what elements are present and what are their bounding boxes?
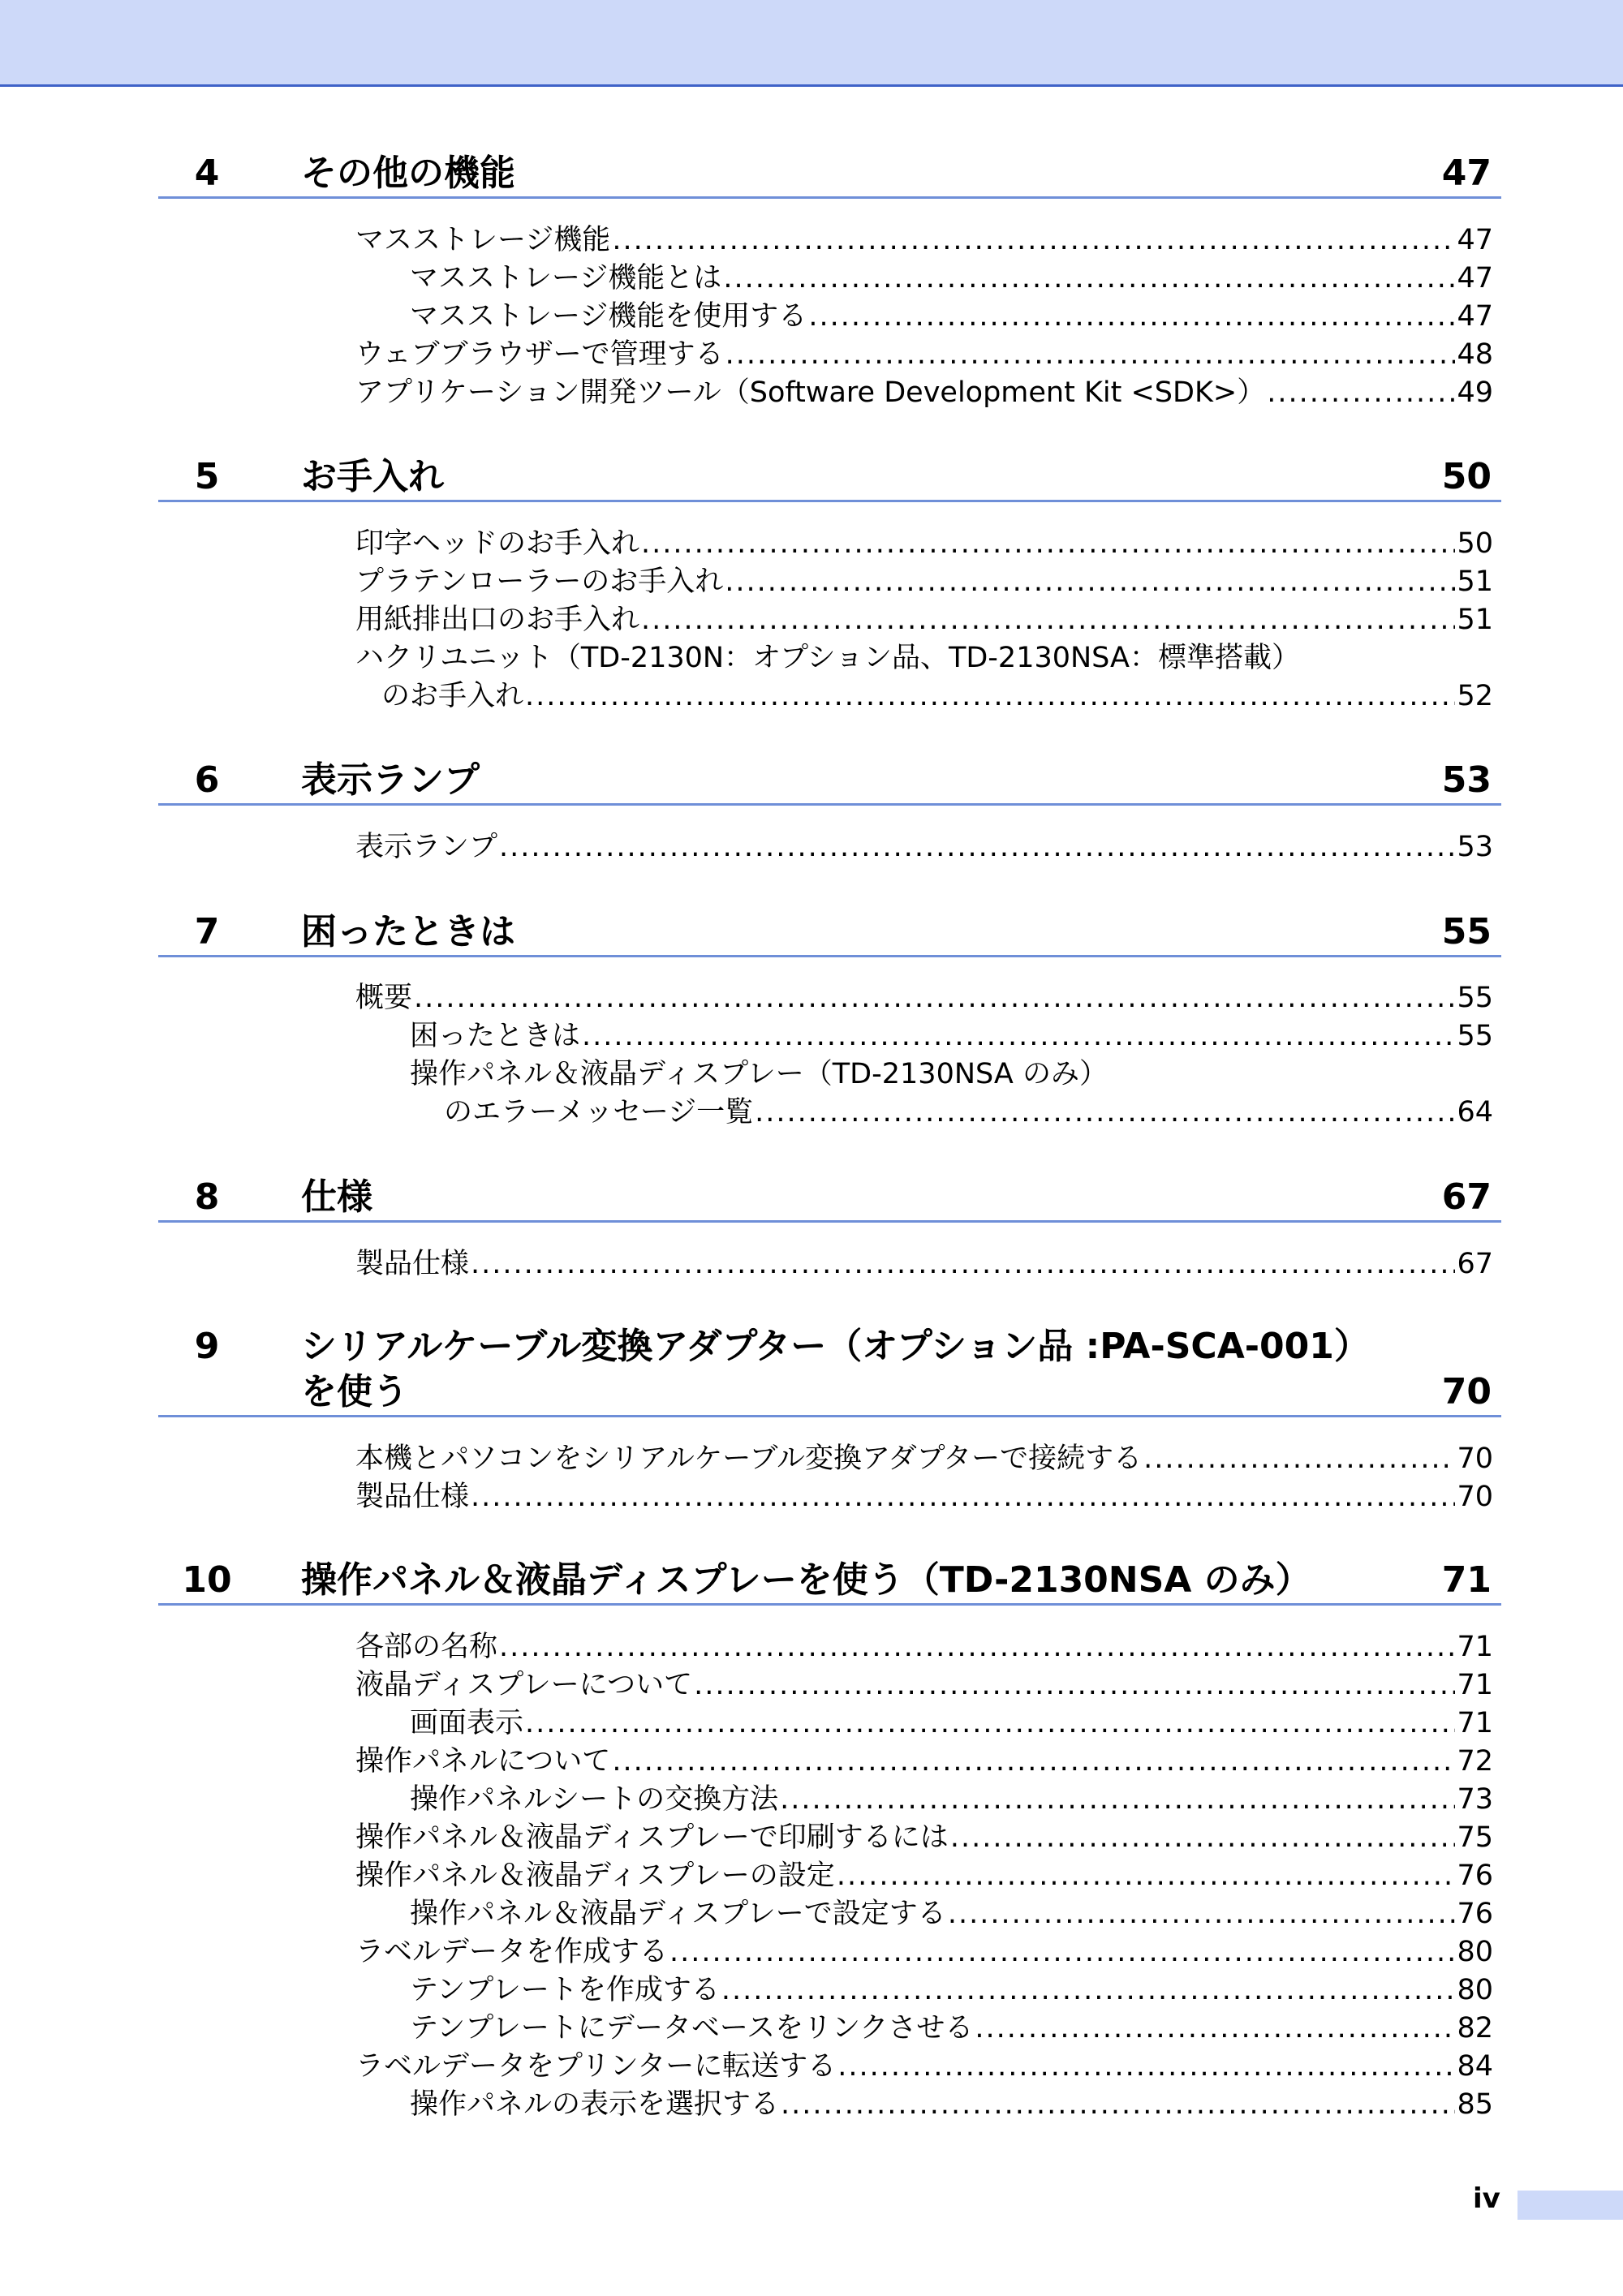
entry-page: 55: [1457, 982, 1493, 1014]
leader-dots: [837, 1857, 1456, 1895]
leader-dots: [471, 1478, 1455, 1516]
toc-entry[interactable]: [158, 1781, 1501, 1819]
chapter-heading: [158, 1175, 1501, 1223]
toc-entry[interactable]: [158, 1857, 1501, 1895]
chapter-title: [301, 1324, 1501, 1415]
entry-page: 50: [1457, 527, 1493, 560]
toc-entry[interactable]: [158, 221, 1501, 260]
leader-dots: [525, 1705, 1455, 1743]
entry-page: 71: [1457, 1669, 1493, 1701]
chapter-title: 操作パネル＆液晶ディスプレーを使う（TD-2130NSA のみ）: [301, 1559, 1311, 1601]
chapter-5-entries: [158, 525, 1501, 716]
chapter-8: [158, 1175, 1501, 1223]
entry-page: 80: [1457, 1936, 1493, 1968]
leader-dots: [725, 336, 1456, 374]
chapter-heading: [158, 909, 1501, 957]
chapter-number: 10: [182, 1559, 232, 1601]
toc-entry[interactable]: [158, 2048, 1501, 2086]
chapter-heading: [158, 758, 1501, 806]
toc-entry[interactable]: [158, 2086, 1501, 2124]
entry-title: ラベルデータを作成する: [355, 1936, 669, 1968]
toc-entry[interactable]: [158, 1705, 1501, 1743]
chapter-title: お手入れ: [301, 456, 444, 497]
entry-title: 操作パネル＆液晶ディスプレーの設定: [355, 1860, 835, 1892]
leader-dots: [414, 979, 1455, 1017]
entry-title: 操作パネルについて: [355, 1745, 611, 1778]
chapter-title-line: を使う: [301, 1371, 408, 1412]
entry-title: マスストレージ機能: [355, 224, 611, 256]
chapter-title: 困ったときは: [301, 911, 515, 952]
entry-title: 画面表示: [410, 1707, 524, 1739]
toc-entry[interactable]: [158, 336, 1501, 374]
leader-dots: [1267, 374, 1455, 412]
entry-page: 71: [1457, 1631, 1493, 1663]
toc-entry[interactable]: [158, 1743, 1501, 1781]
chapter-title: その他の機能: [301, 153, 515, 194]
toc-entry[interactable]: [158, 1971, 1501, 2010]
entry-page: 70: [1457, 1443, 1493, 1475]
entry-page: 51: [1457, 565, 1493, 598]
toc-entry[interactable]: [158, 1666, 1501, 1705]
toc-entry[interactable]: [158, 2010, 1501, 2048]
toc-entry[interactable]: [158, 1933, 1501, 1971]
toc-entry[interactable]: [158, 601, 1501, 639]
chapter-page: 55: [1441, 911, 1492, 952]
entry-title: のエラーメッセージ一覧: [444, 1096, 754, 1129]
chapter-6: [158, 758, 1501, 806]
entry-title: のお手入れ: [381, 680, 524, 712]
leader-dots: [837, 2048, 1455, 2086]
toc-entry[interactable]: [158, 639, 1501, 677]
entry-page: 49: [1457, 376, 1493, 409]
leader-dots: [721, 1971, 1456, 2010]
chapter-title-line: シリアルケーブル変換アダプター（オプション品 :PA-SCA-001）: [301, 1326, 1370, 1367]
leader-dots: [499, 828, 1455, 866]
entry-title: 概要: [355, 982, 413, 1014]
entry-page: 85: [1457, 2088, 1493, 2121]
chapter-number: 8: [194, 1176, 220, 1218]
entry-page: 64: [1457, 1096, 1493, 1129]
entry-page: 76: [1457, 1860, 1493, 1892]
entry-title: 本機とパソコンをシリアルケーブル変換アダプターで接続する: [355, 1443, 1143, 1475]
leader-dots: [669, 1933, 1455, 1971]
toc-entry[interactable]: [158, 677, 1501, 716]
chapter-number: 5: [194, 456, 220, 497]
entry-title: 表示ランプ: [355, 831, 498, 863]
toc-entry[interactable]: [158, 1017, 1501, 1056]
chapter-heading: [158, 1324, 1501, 1417]
chapter-4: [158, 151, 1501, 199]
entry-title: 操作パネル＆液晶ディスプレーで設定する: [410, 1898, 946, 1930]
leader-dots: [641, 525, 1455, 563]
leader-dots: [808, 298, 1455, 336]
entry-page: 48: [1457, 338, 1493, 371]
entry-title: 操作パネルの表示を選択する: [410, 2088, 780, 2121]
toc-entry[interactable]: [158, 1094, 1501, 1132]
leader-dots: [641, 601, 1455, 639]
entry-title: ハクリユニット（TD-2130N：オプション品、TD-2130NSA：標準搭載）: [355, 642, 1300, 674]
leader-dots: [950, 1819, 1456, 1857]
toc-entry[interactable]: [158, 563, 1501, 601]
leader-dots: [781, 2086, 1455, 2124]
entry-page: 84: [1457, 2050, 1493, 2083]
leader-dots: [499, 1628, 1455, 1666]
leader-dots: [612, 221, 1455, 260]
entry-page: 47: [1457, 262, 1493, 295]
chapter-number: 6: [194, 759, 220, 801]
page-number: iv: [1473, 2182, 1500, 2215]
entry-title: マスストレージ機能とは: [410, 262, 722, 295]
leader-dots: [755, 1094, 1455, 1132]
toc-entry[interactable]: [158, 1478, 1501, 1516]
entry-title: 操作パネル＆液晶ディスプレー（TD-2130NSA のみ）: [410, 1058, 1108, 1090]
toc-entry[interactable]: [158, 1819, 1501, 1857]
chapter-10: [158, 1558, 1501, 1606]
chapter-page: 50: [1441, 456, 1492, 497]
leader-dots: [471, 1245, 1455, 1283]
leader-dots: [975, 2010, 1455, 2048]
leader-dots: [694, 1666, 1455, 1705]
entry-page: 73: [1457, 1783, 1493, 1816]
entry-page: 76: [1457, 1898, 1493, 1930]
entry-title: 印字ヘッドのお手入れ: [355, 527, 640, 560]
entry-page: 75: [1457, 1821, 1493, 1854]
leader-dots: [723, 260, 1455, 298]
leader-dots: [948, 1895, 1456, 1933]
chapter-heading: [158, 454, 1501, 502]
chapter-heading: [158, 1558, 1501, 1606]
toc-entry[interactable]: [158, 374, 1501, 412]
entry-title: 操作パネル＆液晶ディスプレーで印刷するには: [355, 1821, 949, 1854]
entry-page: 72: [1457, 1745, 1493, 1778]
entry-title: テンプレートにデータベースをリンクさせる: [410, 2012, 974, 2044]
entry-title: ウェブブラウザーで管理する: [355, 338, 724, 371]
toc-entry[interactable]: [158, 525, 1501, 563]
entry-title: 製品仕様: [355, 1248, 470, 1280]
chapter-page: 53: [1441, 759, 1492, 801]
leader-dots: [612, 1743, 1455, 1781]
entry-page: 47: [1457, 224, 1493, 256]
toc-entry[interactable]: [158, 828, 1501, 866]
entry-page: 67: [1457, 1248, 1493, 1280]
entry-page: 47: [1457, 300, 1493, 333]
chapter-number: 9: [194, 1326, 220, 1367]
toc-entry[interactable]: [158, 260, 1501, 298]
leader-dots: [725, 563, 1455, 601]
chapter-title: 仕様: [301, 1176, 372, 1218]
toc-entry[interactable]: [158, 1056, 1501, 1094]
entry-page: 82: [1457, 2012, 1493, 2044]
chapter-5: [158, 454, 1501, 502]
chapter-number: 7: [194, 911, 220, 952]
chapter-8-entries: [158, 1245, 1501, 1283]
chapter-page: 47: [1441, 153, 1492, 194]
chapter-title: 表示ランプ: [301, 759, 480, 801]
leader-dots: [582, 1017, 1455, 1056]
leader-dots: [1143, 1440, 1455, 1478]
toc-entry[interactable]: [158, 1628, 1501, 1666]
leader-dots: [780, 1781, 1455, 1819]
entry-title: 製品仕様: [355, 1481, 470, 1513]
chapter-4-entries: [158, 221, 1501, 412]
entry-title: 各部の名称: [355, 1631, 498, 1663]
chapter-7-entries: [158, 979, 1501, 1132]
entry-page: 71: [1457, 1707, 1493, 1739]
leader-dots: [525, 677, 1455, 716]
chapter-6-entries: [158, 828, 1501, 866]
toc-entry[interactable]: [158, 1895, 1501, 1933]
entry-title: 操作パネルシートの交換方法: [410, 1783, 779, 1816]
toc-entry[interactable]: [158, 298, 1501, 336]
entry-page: 80: [1457, 1974, 1493, 2006]
footer-band: [1518, 2191, 1623, 2220]
entry-title: マスストレージ機能を使用する: [410, 300, 807, 333]
chapter-10-entries: [158, 1628, 1501, 2124]
chapter-number: 4: [194, 153, 220, 194]
entry-title: ラベルデータをプリンターに転送する: [355, 2050, 837, 2083]
entry-page: 52: [1457, 680, 1493, 712]
header-band: [0, 0, 1623, 87]
entry-title: 液晶ディスプレーについて: [355, 1669, 693, 1701]
entry-page: 70: [1457, 1481, 1493, 1513]
chapter-page: 71: [1441, 1559, 1492, 1601]
chapter-page: 67: [1441, 1176, 1492, 1218]
toc-entry[interactable]: [158, 979, 1501, 1017]
entry-title: テンプレートを作成する: [410, 1974, 720, 2006]
entry-title: 困ったときは: [410, 1020, 581, 1052]
entry-page: 53: [1457, 831, 1493, 863]
entry-title: 用紙排出口のお手入れ: [355, 604, 640, 636]
entry-title: プラテンローラーのお手入れ: [355, 565, 724, 598]
entry-page: 51: [1457, 604, 1493, 636]
entry-page: 55: [1457, 1020, 1493, 1052]
chapter-page: 70: [1441, 1371, 1492, 1412]
chapter-9: [158, 1324, 1501, 1417]
entry-title: アプリケーション開発ツール（Software Development Kit <SDK>）: [355, 376, 1266, 409]
chapter-9-entries: [158, 1440, 1501, 1516]
toc-entry[interactable]: [158, 1440, 1501, 1478]
chapter-7: [158, 909, 1501, 957]
toc-entry[interactable]: [158, 1245, 1501, 1283]
chapter-heading: [158, 151, 1501, 199]
